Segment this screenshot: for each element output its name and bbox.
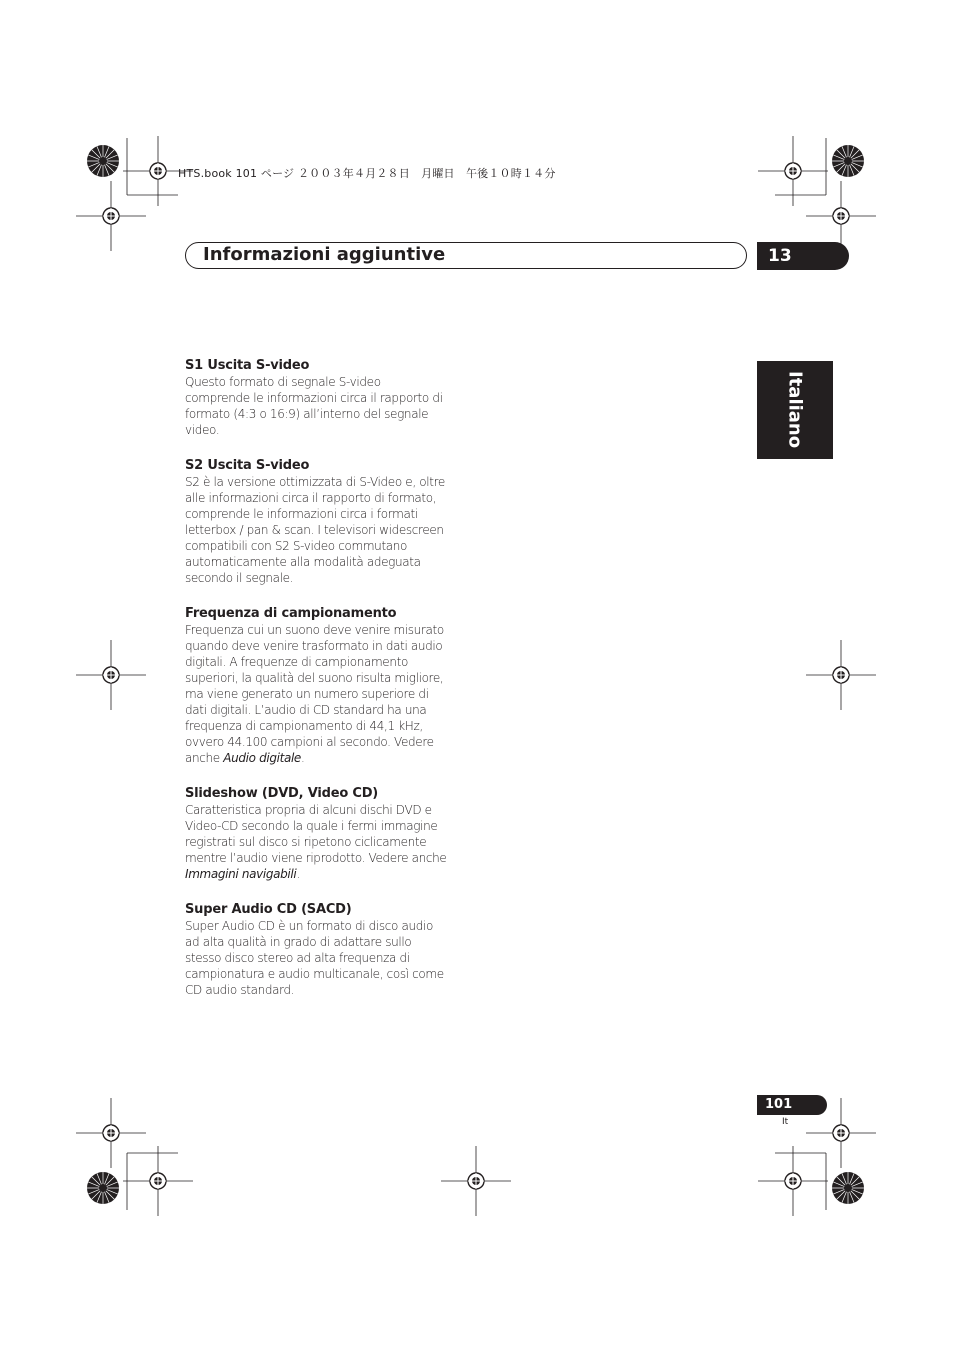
glossary-term: S2 Uscita S-video: [185, 458, 310, 473]
glossary-definition: Super Audio CD è un formato di disco audio ad alta qualità in grado di adattare sullo stesso disco stereo ad alta frequenza di campionatura e audio multicanale, così come CD audio standard.: [185, 919, 444, 997]
chapter-number: 13: [757, 242, 849, 270]
glossary-entry-s2-video: [185, 457, 460, 586]
glossary-term: Slideshow (DVD, Video CD): [185, 786, 379, 801]
glossary-term: Frequenza di campionamento: [185, 606, 397, 621]
glossary-definition: S2 è la versione ottimizzata di S-Video e, oltre alle informazioni circa il rapporto di formato, comprende le informazioni circa i formati letterbox / pan & scan. I televisori widescreen compatibili con S2 S-video commutano automaticamente alla modalità adeguata secondo il segnale.: [185, 475, 445, 585]
glossary-column: [185, 357, 460, 1017]
glossary-entry-s1-video: [185, 357, 460, 438]
glossary-definition: Caratteristica propria di alcuni dischi DVD e Video-CD secondo la quale i fermi immagine registrati sul disco si ripetono ciclicamente mentre l’audio viene riprodotto. Vedere anche Immagini navigabili.: [185, 803, 447, 881]
glossary-definition: Questo formato di segnale S-video comprende le informazioni circa il rapporto di formato (4:3 o 16:9) all’interno del segnale video.: [185, 375, 443, 437]
chapter-title: Informazioni aggiuntive: [203, 244, 446, 265]
glossary-term: S1 Uscita S-video: [185, 358, 310, 373]
print-slug: HTS.book 101 ページ ２００３年４月２８日 月曜日 午後１０時１４分: [178, 167, 556, 180]
cross-reference: Immagini navigabili: [185, 867, 297, 881]
page-language-code: It: [782, 1117, 789, 1127]
glossary-entry-sampling-frequency: [185, 605, 460, 766]
language-tab: [757, 361, 833, 459]
glossary-definition: Frequenza cui un suono deve venire misurato quando deve venire trasformato in dati audio digitali. A frequenze di campionamento superiori, la qualità del suono risulta migliore, ma viene generato un numero superiore di dati digitali. L’audio di CD standard ha una frequenza di campionamento di 44,1 kHz, ovvero 44.100 campioni al secondo. Vedere anche Audio digitale.: [185, 623, 444, 765]
glossary-term: Super Audio CD (SACD): [185, 902, 352, 917]
page-number: 101: [757, 1095, 827, 1115]
language-tab-label: Italiano: [784, 371, 806, 449]
cross-reference: Audio digitale: [223, 751, 301, 765]
glossary-entry-slideshow: [185, 785, 460, 882]
glossary-entry-sacd: [185, 901, 460, 998]
